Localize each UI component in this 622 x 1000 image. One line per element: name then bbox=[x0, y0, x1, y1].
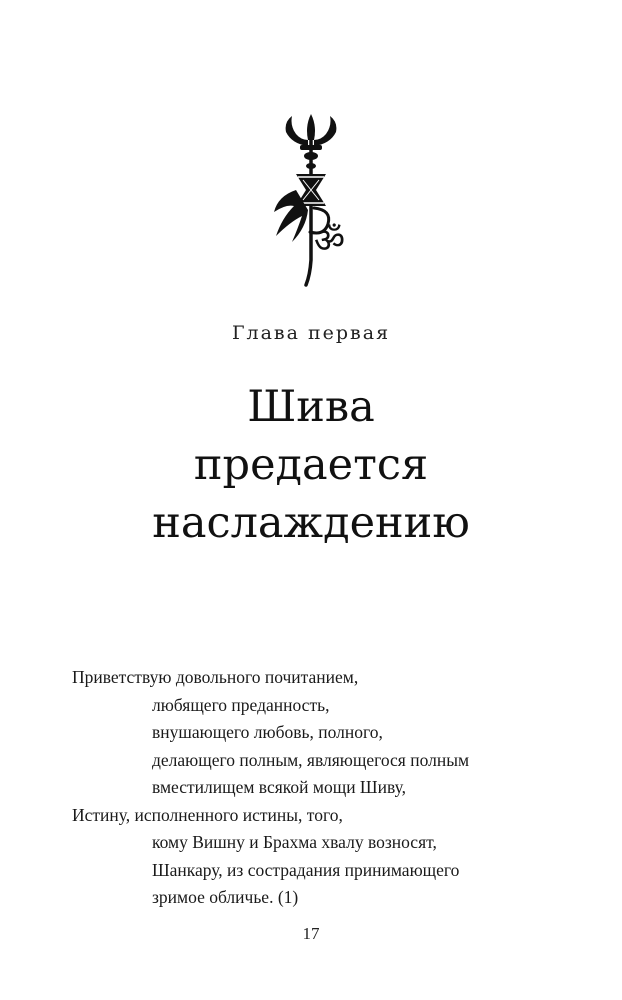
verse-line: делающего полным, являющегося полным bbox=[152, 749, 470, 770]
verse-line: Приветствую довольного почитанием, bbox=[72, 667, 359, 687]
verse-line: вместилищем всякой мощи Шиву, bbox=[152, 777, 406, 797]
chapter-title bbox=[0, 378, 622, 552]
om-glyph: ॐ bbox=[314, 221, 346, 261]
verse-line: Шанкару, из сострадания принимающего bbox=[152, 859, 460, 880]
verse-line: Истину, исполненного истины, того, bbox=[72, 804, 343, 825]
chapter-title-line: Шива bbox=[247, 382, 375, 432]
chapter-title-line: наслаждению bbox=[152, 498, 470, 548]
chapter-title-line: предается bbox=[193, 440, 429, 490]
trident-damaru-om-icon bbox=[256, 110, 366, 290]
verse-line: зримое обличье. (1) bbox=[152, 887, 299, 907]
verse-line: любящего преданность, bbox=[152, 694, 330, 715]
verse-line: внушающего любовь, полного, bbox=[152, 722, 383, 742]
page-number: 17 bbox=[302, 924, 320, 943]
verse-block bbox=[72, 664, 469, 912]
verse-line: кому Вишну и Брахма хвалу возносят, bbox=[152, 832, 437, 852]
chapter-label: Глава первая bbox=[231, 322, 391, 344]
